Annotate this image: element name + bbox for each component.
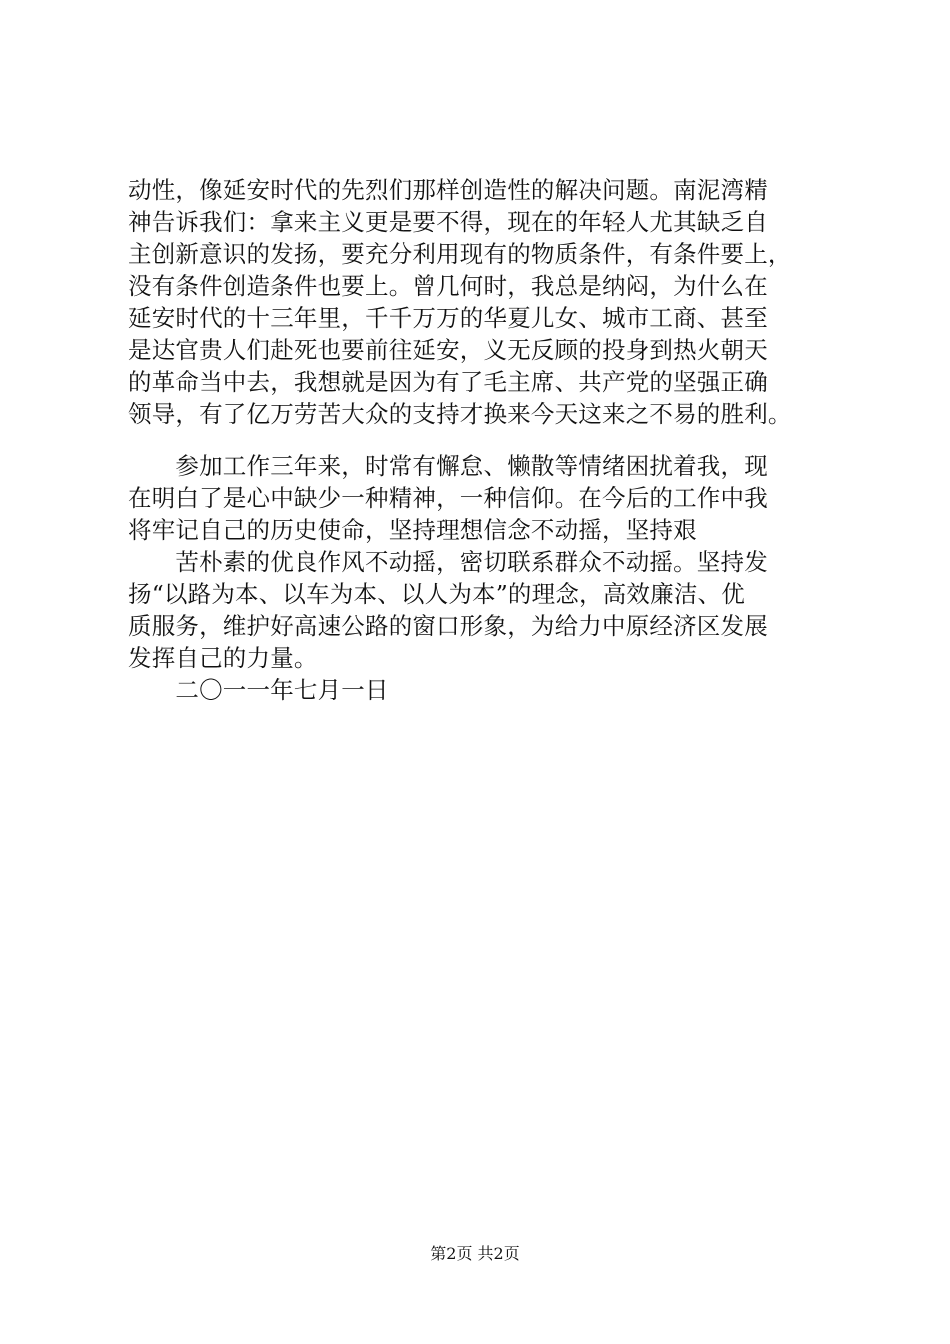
text-line: 在明白了是心中缺少一种精神，一种信仰。在今后的工作中我 xyxy=(128,484,768,512)
text-line: 发挥自己的力量。 xyxy=(128,644,318,672)
text-line: 是达官贵人们赴死也要前往延安，义无反顾的投身到热火朝天 xyxy=(128,336,768,364)
text-line: 领导，有了亿万劳苦大众的支持才换来今天这来之不易的胜利。 xyxy=(128,400,792,428)
text-line: 没有条件创造条件也要上。曾几何时，我总是纳闷，为什么在 xyxy=(128,272,768,300)
text-line: 扬“以路为本、以车为本、以人为本”的理念，高效廉洁、优 xyxy=(128,580,745,608)
text-line: 将牢记自己的历史使命，坚持理想信念不动摇，坚持艰 xyxy=(128,516,697,544)
text-line: 延安时代的十三年里，千千万万的华夏儿女、城市工商、甚至 xyxy=(128,304,768,332)
text-line: 动性，像延安时代的先烈们那样创造性的解决问题。南泥湾精 xyxy=(128,176,768,204)
text-line: 的革命当中去，我想就是因为有了毛主席、共产党的坚强正确 xyxy=(128,368,768,396)
date-line: 二〇一一年七月一日 xyxy=(128,676,389,704)
paragraph-2 xyxy=(128,450,838,706)
paragraph-1 xyxy=(128,174,838,430)
text-line: 质服务，维护好高速公路的窗口形象，为给力中原经济区发展 xyxy=(128,612,768,640)
text-line: 主创新意识的发扬，要充分利用现有的物质条件，有条件要上， xyxy=(128,240,792,268)
text-line: 苦朴素的优良作风不动摇，密切联系群众不动摇。坚持发 xyxy=(128,548,768,576)
page-number-footer: 第2页 共2页 xyxy=(430,1244,520,1263)
text-line: 神告诉我们：拿来主义更是要不得，现在的年轻人尤其缺乏自 xyxy=(128,208,768,236)
text-line: 参加工作三年来，时常有懈怠、懒散等情绪困扰着我，现 xyxy=(128,452,768,480)
